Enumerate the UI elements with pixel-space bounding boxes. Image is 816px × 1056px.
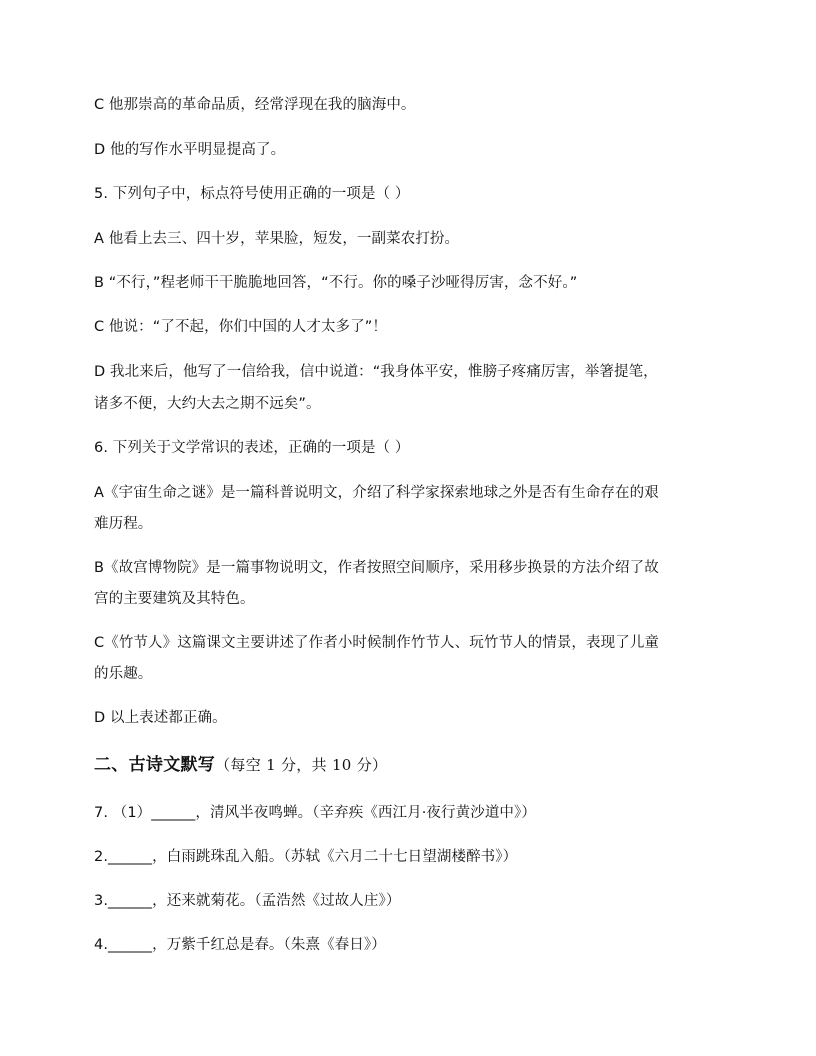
q5-option-a: A 他看上去三、四十岁，苹果脸，短发，一副菜农打扮。 — [94, 231, 460, 247]
q6-option-c-line2: 的乐趣。 — [94, 666, 153, 682]
q5-option-c: C 他说：“了不起，你们中国的人才太多了”！ — [94, 319, 387, 335]
section2-title: 二、古诗文默写 — [94, 755, 216, 775]
q6-stem: 6. 下列关于文学常识的表述，正确的一项是（ ） — [94, 440, 410, 456]
q7-item-1: 7. （1）______，清风半夜鸣蝉。（辛弃疾《西江月·夜行黄沙道中》） — [94, 805, 536, 821]
section2-heading — [94, 750, 734, 780]
q6-option-a-line2: 难历程。 — [94, 516, 153, 532]
section2-score-note: （每空 1 分，共 10 分） — [215, 756, 388, 774]
q6-option-d: D 以上表述都正确。 — [94, 710, 227, 726]
q5-option-d-line1: D 我北来后，他写了一信给我，信中说道：“我身体平安，惟膀子疼痛厉害，举箸提笔， — [94, 364, 658, 380]
q7-item-2: 2.______，白雨跳珠乱入船。（苏轼《六月二十七日望湖楼醉书》） — [94, 849, 518, 865]
q6-option-b-line1: B《故宫博物院》是一篇事物说明文，作者按照空间顺序，采用移步换景的方法介绍了故 — [94, 560, 659, 576]
q6-option-c-line1: C《竹节人》这篇课文主要讲述了作者小时候制作竹节人、玩竹节人的情景，表现了儿童 — [94, 635, 660, 651]
q5-stem: 5. 下列句子中，标点符号使用正确的一项是（ ） — [94, 186, 410, 202]
q4-option-d: D 他的写作水平明显提高了。 — [94, 142, 286, 158]
q7-item-3: 3.______，还来就菊花。（孟浩然《过故人庄》） — [94, 893, 401, 909]
q7-item-4: 4.______，万紫千红总是春。（朱熹《春日》） — [94, 937, 386, 953]
q4-option-c: C 他那崇高的革命品质，经常浮现在我的脑海中。 — [94, 97, 416, 113]
q6-option-a-line1: A《宇宙生命之谜》是一篇科普说明文，介绍了科学家探索地球之外是否有生命存在的艰 — [94, 485, 659, 501]
q6-option-b-line2: 宫的主要建筑及其特色。 — [94, 591, 255, 607]
q5-option-d-line2: 诸多不便，大约大去之期不远矣”。 — [94, 396, 321, 412]
q5-option-b: B “不行，”程老师干干脆脆地回答，“不行。你的嗓子沙哑得厉害，念不好。” — [94, 275, 578, 291]
